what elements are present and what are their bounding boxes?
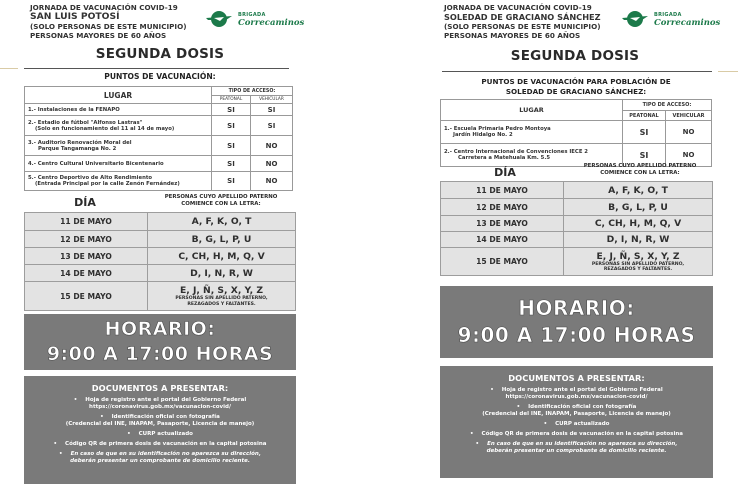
- col-vehicular: VEHICULAR: [666, 111, 712, 121]
- document-text: (Credencial del INE, INAPAM, Pasaporte, Licencia de manejo): [482, 411, 671, 417]
- schedule-letters-cell: [564, 248, 713, 276]
- document-text: Hoja de registro ante el portal del Gobierno Federal: [501, 387, 663, 393]
- place-line: 1.- Instalaciones de la FENAPO: [28, 106, 120, 113]
- document-item: • Hoja de registro ante el portal del Gobierno Federal https://coronavirus.gob.mx/vacunacion-covid/: [73, 397, 247, 410]
- document-text: https://coronavirus.gob.mx/vacunacion-covid/: [89, 404, 231, 410]
- schedule-letters: C, CH, H, M, Q, V: [148, 248, 296, 265]
- place-name: [25, 172, 212, 191]
- divider: [718, 71, 738, 72]
- schedule-day: 14 DE MAYO: [441, 232, 564, 248]
- schedule-row: [441, 232, 713, 248]
- header-line-1: JORNADA DE VACUNACIÓN COVID-19: [444, 3, 592, 12]
- document-text: CURP actualizado: [138, 431, 193, 437]
- divider: [24, 68, 289, 69]
- document-text: deberán presentar un comprobante de domicilio reciente.: [70, 458, 250, 464]
- document-text: Código QR de primera dosis de vacunación en la capital potosina: [481, 431, 683, 437]
- table-row: [25, 156, 293, 172]
- vehicular-value: NO: [251, 156, 293, 172]
- header-municipality: SOLEDAD DE GRACIANO SÁNCHEZ: [444, 12, 601, 22]
- letters-header-line: COMIENCE CON LA LETRA:: [600, 170, 680, 176]
- document-text: En caso de que en su identificación no aparezca su dirección,: [487, 441, 678, 447]
- schedule-letters: D, I, N, R, W: [148, 265, 296, 282]
- schedule-row: [441, 248, 713, 276]
- place-name: [441, 121, 623, 144]
- place-name: [25, 136, 212, 156]
- logo-brigada-text: BRIGADA: [654, 12, 682, 18]
- place-line: 4.- Centro Cultural Universitario Bicentenario: [28, 160, 164, 167]
- place-line: 3.- Auditorio Renovación Moral del: [28, 139, 132, 146]
- table-row: [25, 172, 293, 191]
- document-text: Código QR de primera dosis de vacunación en la capital potosina: [65, 441, 267, 447]
- table-row: [441, 121, 712, 144]
- peatonal-value: SI: [212, 116, 251, 136]
- schedule-note: PERSONAS SIN APELLIDO PATERNO,: [175, 296, 268, 301]
- document-item: • En caso de que en su identificación no aparezca su dirección, deberán presentar un comprobante de domicilio reciente.: [59, 451, 261, 464]
- place-line: Parque Tangamanga No. 2: [38, 145, 117, 152]
- document-item: • Hoja de registro ante el portal del Gobierno Federal https://coronavirus.gob.mx/vacunacion-covid/: [490, 387, 663, 400]
- table-row: [25, 116, 293, 136]
- schedule-letters: A, F, K, O, T: [564, 182, 713, 199]
- header-line-3: (SOLO PERSONAS DE ESTE MUNICIPIO): [30, 22, 187, 31]
- poster-header: [30, 3, 187, 40]
- col-lugar: LUGAR: [25, 87, 212, 104]
- documents-box: [24, 376, 296, 484]
- document-item: • Identificación oficial con fotografía (Credencial del INE, INAPAM, Pasaporte, Licencia de manejo): [65, 414, 255, 427]
- table-row: [25, 104, 293, 116]
- vehicular-value: NO: [666, 121, 712, 144]
- brigada-correcaminos-logo: [206, 10, 304, 28]
- places-table: [24, 86, 293, 191]
- divider: [0, 68, 18, 69]
- schedule-day: 12 DE MAYO: [441, 199, 564, 216]
- schedule-day: 11 DE MAYO: [25, 213, 148, 231]
- schedule-table: [440, 181, 713, 276]
- schedule-row: [25, 248, 296, 265]
- place-name: [25, 104, 212, 116]
- documents-title: DOCUMENTOS A PRESENTAR:: [508, 373, 645, 383]
- places-title: PUNTOS DE VACUNACIÓN:: [104, 72, 216, 81]
- horario-box: [440, 286, 713, 358]
- document-text: Hoja de registro ante el portal del Gobierno Federal: [85, 397, 247, 403]
- peatonal-value: SI: [623, 121, 666, 144]
- place-name: [25, 156, 212, 172]
- schedule-note: REZAGADOS Y FALTANTES.: [603, 267, 673, 272]
- schedule-note: PERSONAS SIN APELLIDO PATERNO,: [591, 261, 685, 267]
- schedule-day: 14 DE MAYO: [25, 265, 148, 282]
- peatonal-value: SI: [212, 104, 251, 116]
- col-vehicular: VEHICULAR: [251, 96, 293, 104]
- schedule-row: [25, 231, 296, 248]
- schedule-letters-cell: [148, 282, 296, 311]
- schedule-day: 15 DE MAYO: [441, 248, 564, 276]
- place-line: 5.- Centro Deportivo de Alto Rendimiento: [28, 175, 153, 181]
- document-item: • En caso de que en su identificación no aparezca su dirección, deberán presentar un comprobante de domicilio reciente.: [475, 441, 678, 454]
- horario-label: HORARIO:: [518, 296, 635, 320]
- place-line: (Entrada Principal por la calle Zenón Fernández): [35, 181, 180, 187]
- poster-title: SEGUNDA DOSIS: [95, 46, 225, 62]
- col-peatonal: PEATONAL: [212, 96, 251, 104]
- schedule-row: [441, 216, 713, 232]
- logo-brigada-text: BRIGADA: [238, 12, 266, 18]
- vehicular-value: NO: [666, 144, 712, 167]
- divider: [442, 71, 712, 72]
- table-row: [25, 136, 293, 156]
- schedule-table: [24, 212, 296, 311]
- document-item: • Código QR de primera dosis de vacunación en la capital potosina: [53, 441, 267, 447]
- dia-header: DÍA: [74, 196, 96, 209]
- document-item: • CURP actualizado: [127, 431, 193, 437]
- schedule-row: [441, 182, 713, 199]
- place-line: 2.- Centro Internacional de Convenciones IECE 2: [444, 149, 588, 155]
- places-table: [440, 99, 712, 167]
- place-line: 2.- Estadio de fútbol "Alfonso Lastras": [28, 119, 143, 126]
- poster-header: [444, 3, 601, 40]
- horario-time: 9:00 A 17:00 HORAS: [457, 323, 696, 347]
- schedule-day: 12 DE MAYO: [25, 231, 148, 248]
- document-item: • CURP actualizado: [543, 421, 610, 427]
- schedule-letters: E, J, Ñ, S, X, Y, Z: [179, 285, 263, 296]
- col-tipo-acceso: TIPO DE ACCESO:: [212, 87, 293, 96]
- col-peatonal: PEATONAL: [623, 111, 666, 121]
- header-line-3: (SOLO PERSONAS DE ESTE MUNICIPIO): [444, 22, 601, 31]
- schedule-letters: E, J, Ñ, S, X, Y, Z: [596, 250, 680, 262]
- schedule-day: 13 DE MAYO: [25, 248, 148, 265]
- letters-header: [146, 194, 296, 208]
- document-text: deberán presentar un comprobante de domicilio reciente.: [486, 448, 667, 454]
- schedule-letters: D, I, N, R, W: [564, 232, 713, 248]
- places-title-line: SOLEDAD DE GRACIANO SÁNCHEZ:: [505, 87, 647, 96]
- schedule-letters: B, G, L, P, U: [148, 231, 296, 248]
- place-name: [25, 116, 212, 136]
- peatonal-value: SI: [212, 156, 251, 172]
- vehicular-value: NO: [251, 172, 293, 191]
- documents-title: DOCUMENTOS A PRESENTAR:: [91, 383, 229, 393]
- document-text: Identificación oficial con fotografía: [528, 404, 637, 410]
- place-line: Carretera a Matehuala Km. 5.5: [458, 155, 551, 161]
- document-text: CURP actualizado: [555, 421, 610, 427]
- col-lugar: LUGAR: [441, 100, 623, 121]
- letters-header-line: PERSONAS CUYO APELLIDO PATERNO: [164, 194, 278, 200]
- schedule-note: REZAGADOS Y FALTANTES.: [187, 301, 256, 307]
- vehicular-value: SI: [251, 116, 293, 136]
- schedule-row: [441, 199, 713, 216]
- logo-correcaminos-text: Correcaminos: [238, 18, 305, 28]
- header-municipality: SAN LUIS POTOSÍ: [30, 11, 120, 22]
- places-title-line: PUNTOS DE VACUNACIÓN PARA POBLACIÓN DE: [481, 77, 671, 86]
- documents-box: [440, 366, 713, 478]
- header-line-4: PERSONAS MAYORES DE 60 AÑOS: [444, 31, 581, 40]
- places-title: [436, 77, 716, 97]
- schedule-letters: B, G, L, P, U: [564, 199, 713, 216]
- peatonal-value: SI: [623, 144, 666, 167]
- document-text: Identificación oficial con fotografía: [111, 414, 220, 420]
- document-text: (Credencial del INE, INAPAM, Pasaporte, Licencia de manejo): [65, 421, 255, 427]
- letters-header: [570, 163, 710, 177]
- vehicular-value: SI: [251, 104, 293, 116]
- header-line-4: PERSONAS MAYORES DE 60 AÑOS: [30, 31, 167, 40]
- logo-correcaminos-text: Correcaminos: [654, 18, 721, 28]
- document-text: En caso de que en su identificación no aparezca su dirección,: [70, 451, 261, 457]
- horario-box: [24, 314, 296, 370]
- schedule-row: [25, 282, 296, 311]
- vehicular-value: NO: [251, 136, 293, 156]
- poster-soledad-de-graciano-sanchez: [410, 0, 738, 487]
- horario-time: 9:00 A 17:00 HORAS: [46, 343, 274, 365]
- poster-san-luis-potosi: [0, 0, 330, 487]
- place-line: Jardín Hidalgo No. 2: [453, 132, 513, 138]
- schedule-row: [25, 213, 296, 231]
- document-item: • Código QR de primera dosis de vacunación en la capital potosina: [470, 431, 683, 437]
- brigada-correcaminos-logo: [622, 10, 720, 28]
- schedule-letters: C, CH, H, M, Q, V: [564, 216, 713, 232]
- dia-header: DÍA: [494, 166, 516, 179]
- col-tipo-acceso: TIPO DE ACCESO:: [623, 100, 712, 111]
- letters-header-line: COMIENCE CON LA LETRA:: [181, 201, 261, 207]
- place-line: 1.- Escuela Primaria Pedro Montoya: [444, 126, 551, 132]
- schedule-day: 13 DE MAYO: [441, 216, 564, 232]
- document-text: https://coronavirus.gob.mx/vacunacion-covid/: [505, 394, 648, 400]
- schedule-day: 11 DE MAYO: [441, 182, 564, 199]
- bird-globe-icon: [622, 10, 648, 28]
- schedule-row: [25, 265, 296, 282]
- place-line: (Solo en funcionamiento del 11 al 14 de mayo): [35, 125, 175, 132]
- bird-globe-icon: [206, 10, 232, 28]
- peatonal-value: SI: [212, 172, 251, 191]
- document-item: • Identificación oficial con fotografía (Credencial del INE, INAPAM, Pasaporte, Licencia de manejo): [482, 404, 671, 417]
- schedule-letters: A, F, K, O, T: [148, 213, 296, 231]
- poster-title: SEGUNDA DOSIS: [510, 48, 640, 64]
- letters-header-line: PERSONAS CUYO APELLIDO PATERNO: [583, 163, 697, 169]
- schedule-day: 15 DE MAYO: [25, 282, 148, 311]
- header-line-1: JORNADA DE VACUNACIÓN COVID-19: [30, 3, 178, 12]
- peatonal-value: SI: [212, 136, 251, 156]
- horario-label: HORARIO:: [104, 318, 216, 340]
